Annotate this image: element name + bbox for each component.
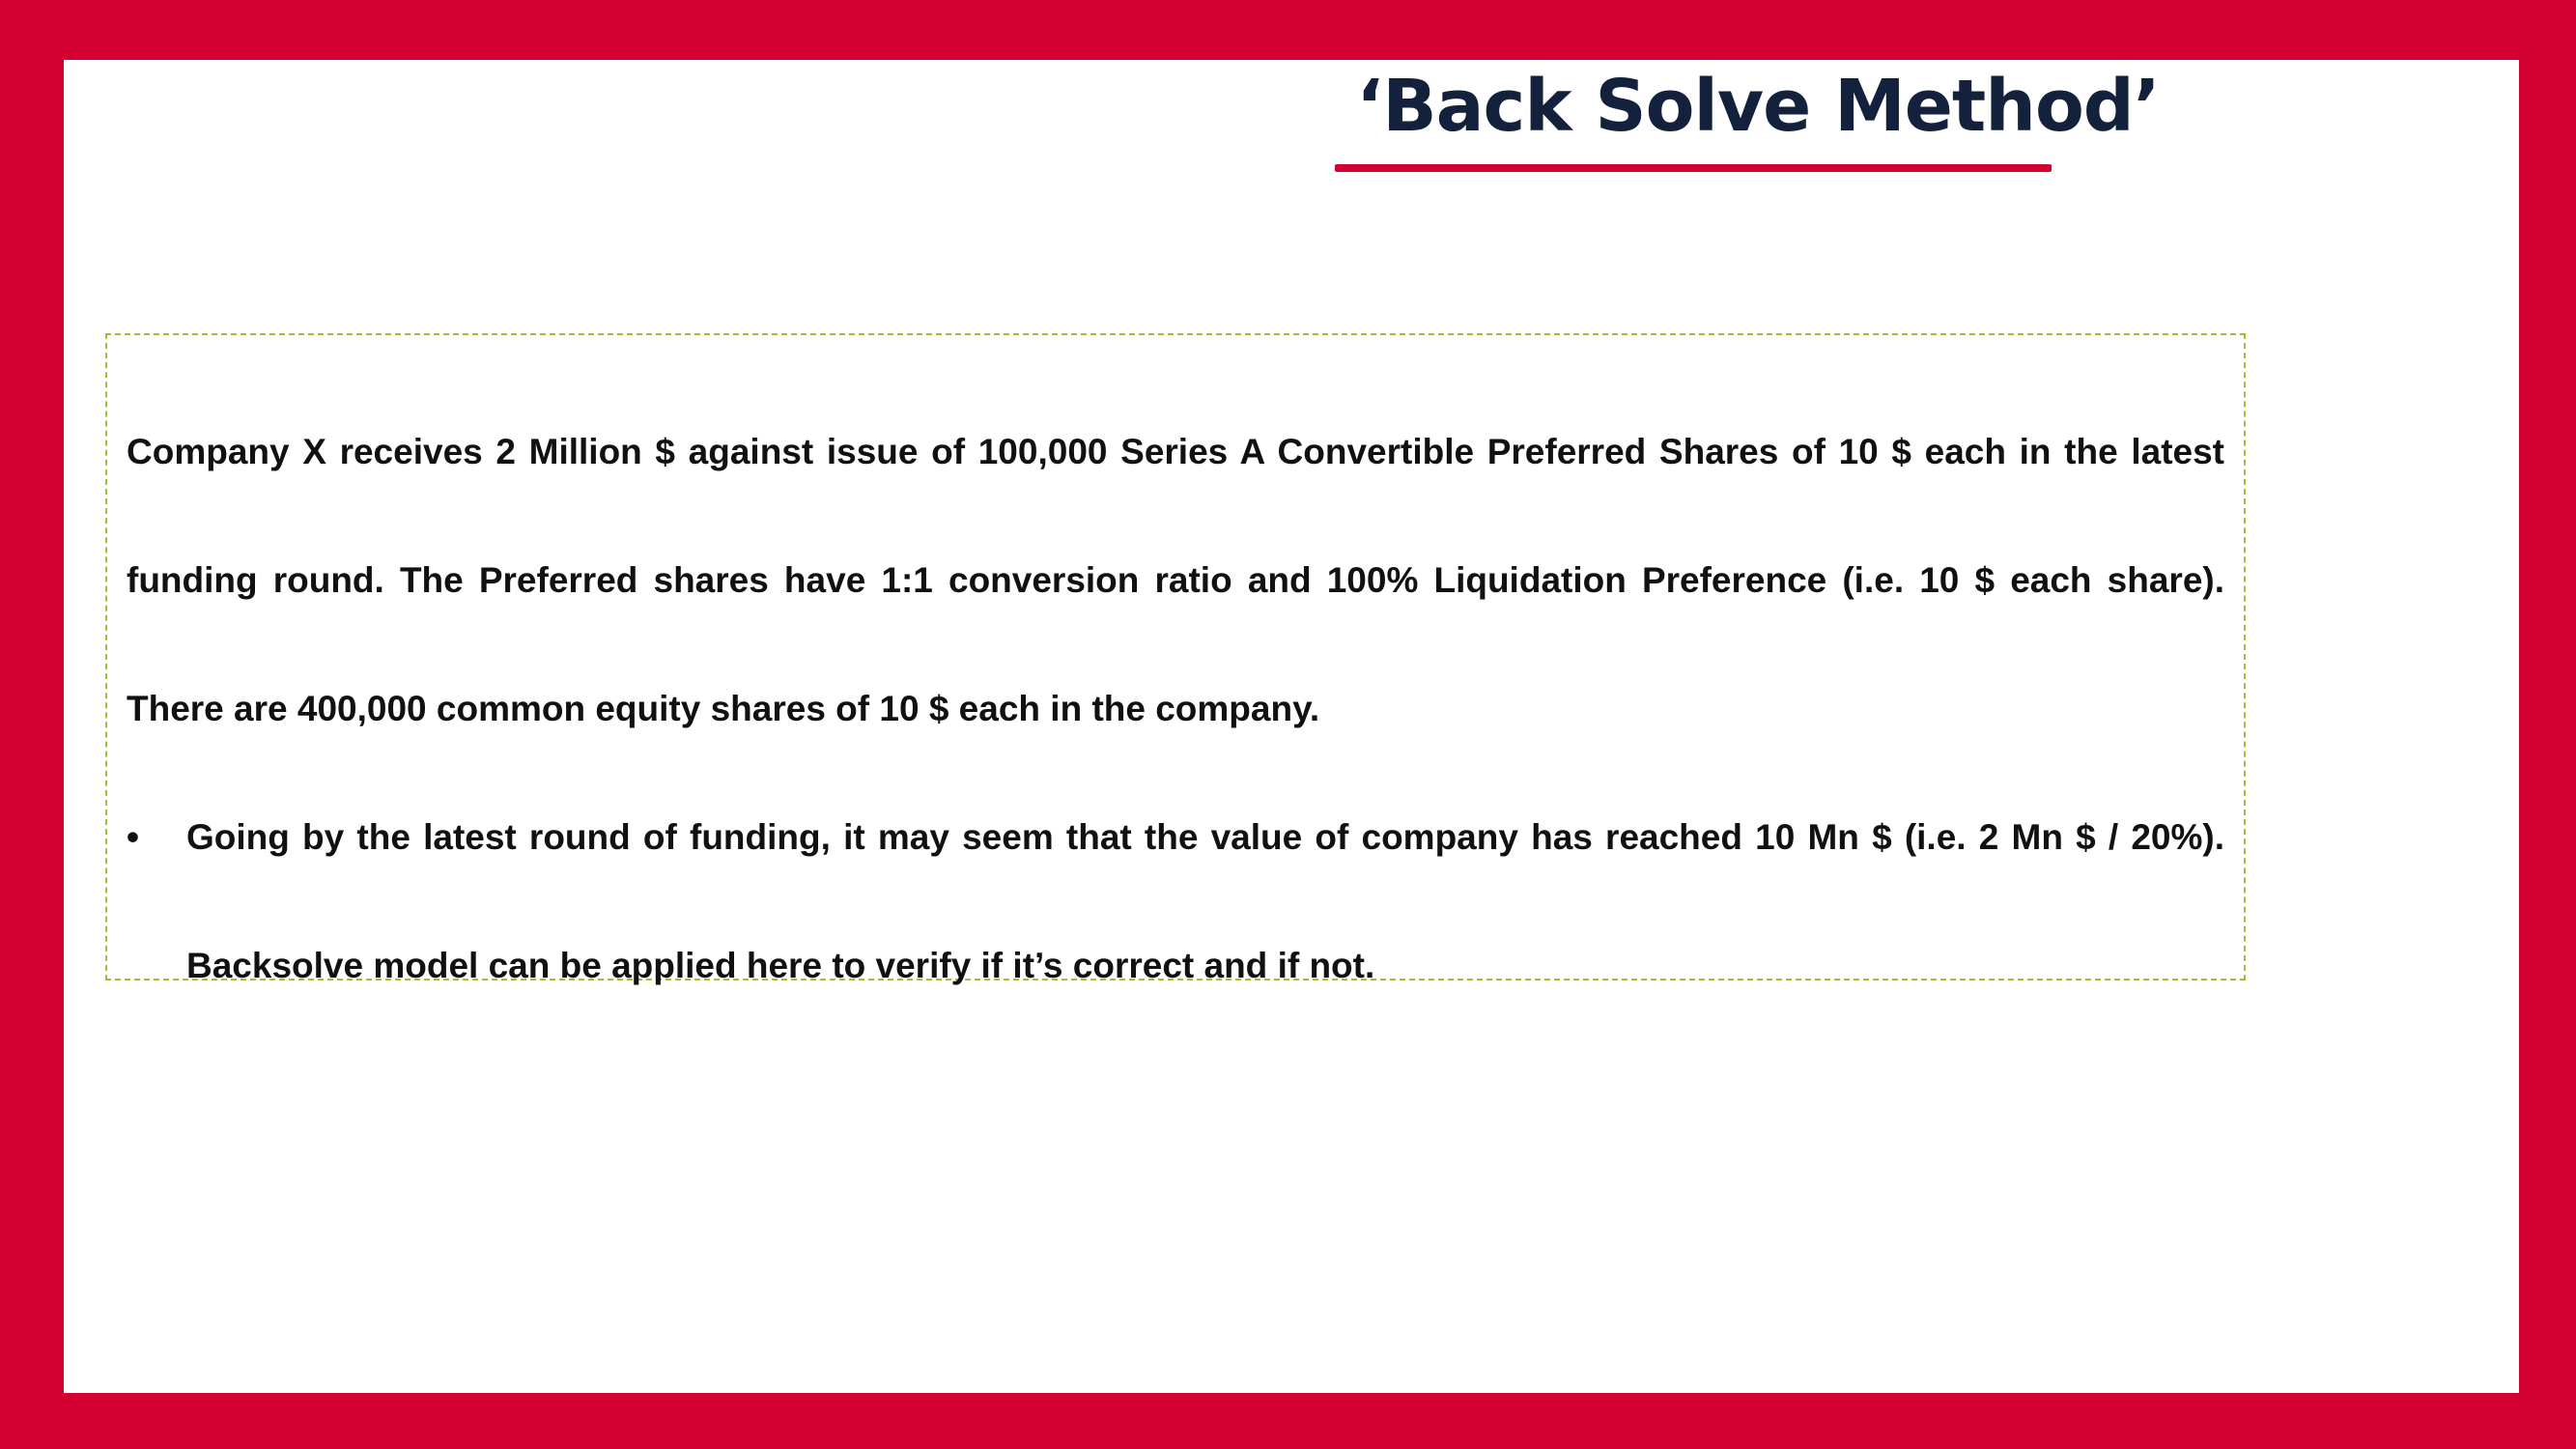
title-underline (1335, 164, 2052, 172)
intro-paragraph: Company X receives 2 Million $ against issue of 100,000 Series A Convertible Preferred Shares of 10 $ each in the latest funding round. The Preferred shares have 1:1 conversion ratio and 100% Liquidation Preference (i.e. 10 $ each share). There are 400,000 common equity shares of 10 $ each in the company. (127, 432, 2224, 728)
bullet-icon: • (127, 817, 139, 857)
content-box (105, 333, 2246, 985)
bullet-text: Going by the latest round of funding, it may seem that the value of company has reached 10 Mn $ (i.e. 2 Mn $ / 20%). Backsolve model can be applied here to verify if it’s correct and if not. (186, 817, 2224, 985)
bullet-item (127, 773, 2224, 1030)
slide-title: ‘Back Solve Method’ (1356, 65, 2160, 148)
